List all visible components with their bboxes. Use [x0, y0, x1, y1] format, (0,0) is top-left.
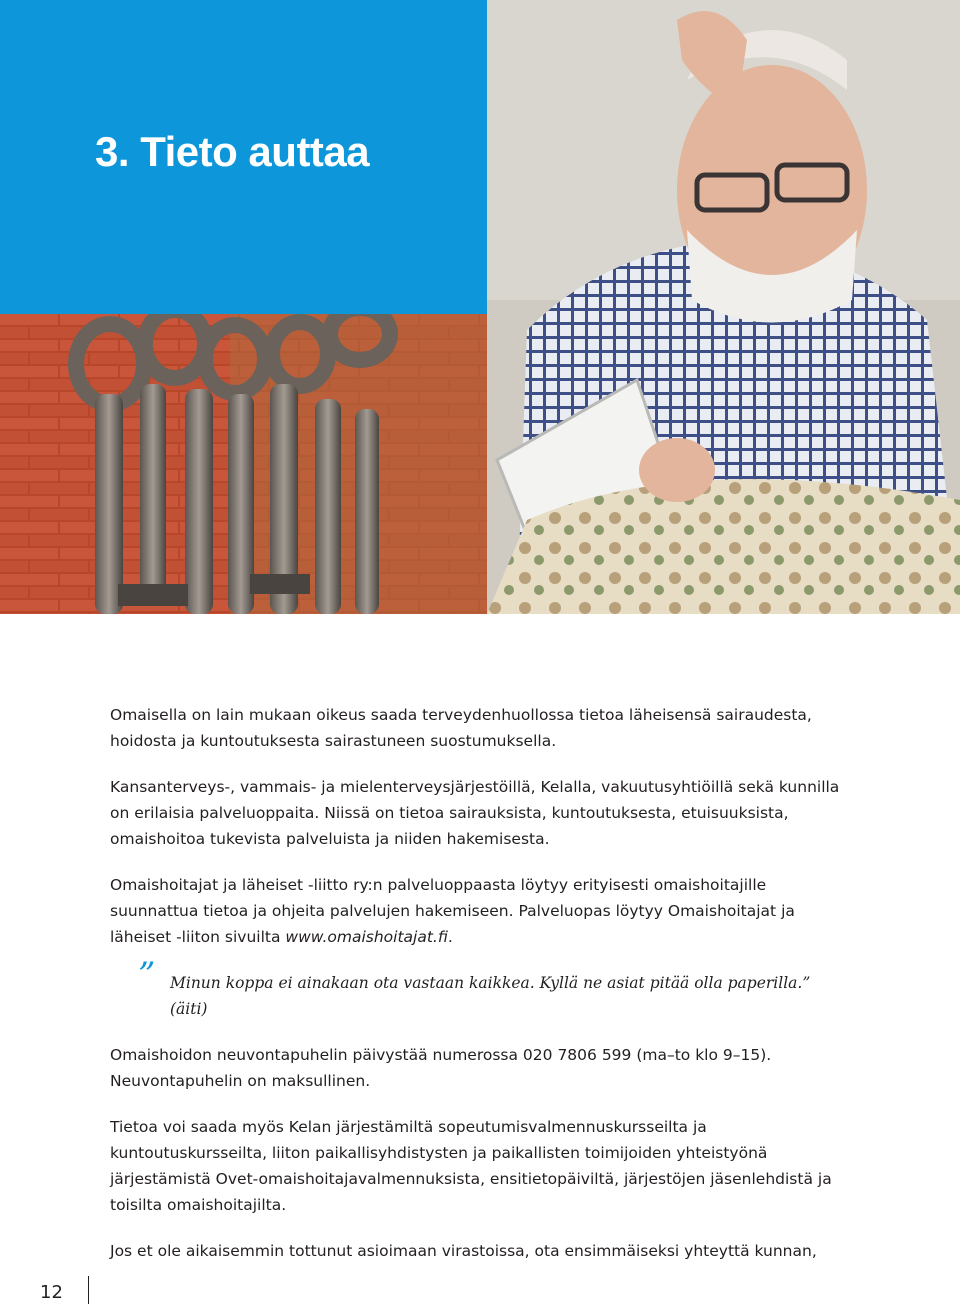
website-link[interactable]: www.omaishoitajat.fi — [285, 928, 448, 946]
paragraph-1: Omaisella on lain mukaan oikeus saada terveydenhuollossa tietoa läheisensä sairaudesta, hoidosta ja kuntoutuksesta sairastuneen suostumuksella. — [110, 706, 812, 750]
keys-photo — [0, 314, 487, 614]
quote — [110, 955, 850, 1022]
body-text — [110, 702, 850, 1284]
paragraph-4: Omaishoidon neuvontapuhelin päivystää numerossa 020 7806 599 (ma–to klo 9–15). Neuvontapuhelin on maksullinen. — [110, 1046, 772, 1090]
keys-photo-icon — [0, 314, 487, 614]
man-photo — [487, 0, 960, 614]
quote-text: Minun koppa ei ainakaan ota vastaan kaikkea. Kyllä ne asiat pitää olla paperilla.” — [170, 974, 811, 992]
page-divider — [88, 1276, 89, 1304]
paragraph-2: Kansanterveys-, vammais- ja mielenterveysjärjestöillä, Kelalla, vakuutusyhtiöillä sekä kunnilla on erilaisia palveluoppaita. Niissä on tietoa sairauksista, kuntoutuksesta, etuisuuksista, omaishoitoa tukevista palveluista ja niiden hakemisesta. — [110, 778, 840, 848]
paragraph-3-end: . — [447, 928, 453, 946]
quote-mark-icon: ” — [138, 955, 156, 995]
paragraph-5: Tietoa voi saada myös Kelan järjestämiltä sopeutumisvalmennuskursseilta ja kuntoutuskursseilta, liiton paikallisyhdistysten ja paikallisten toimijoiden yhteistyönä järjestämistä Ovet-omaishoitajavalmennuksista, ensitietopäiviltä, järjestöjen jäsenlehdistä ja toisilta omaishoitajilta. — [110, 1118, 832, 1214]
man-reading-tablet-icon — [487, 0, 960, 614]
paragraph-3-text: Omaishoitajat ja läheiset -liitto ry:n palveluoppaasta löytyy erityisesti omaishoitajille suunnattua tietoa ja ohjeita palvelujen hakemiseen. Palveluopas löytyy Omaishoitajat ja läheiset -liiton sivuilta — [110, 876, 795, 946]
quote-attribution: (äiti) — [170, 1000, 208, 1018]
paragraph-6: Jos et ole aikaisemmin tottunut asioimaan virastoissa, ota ensimmäiseksi yhteyttä kunnan, — [110, 1242, 817, 1260]
paragraph-3 — [110, 872, 850, 950]
page-number: 12 — [40, 1282, 63, 1303]
header-panel — [0, 0, 487, 314]
chapter-title: 3. Tieto auttaa — [95, 128, 370, 175]
